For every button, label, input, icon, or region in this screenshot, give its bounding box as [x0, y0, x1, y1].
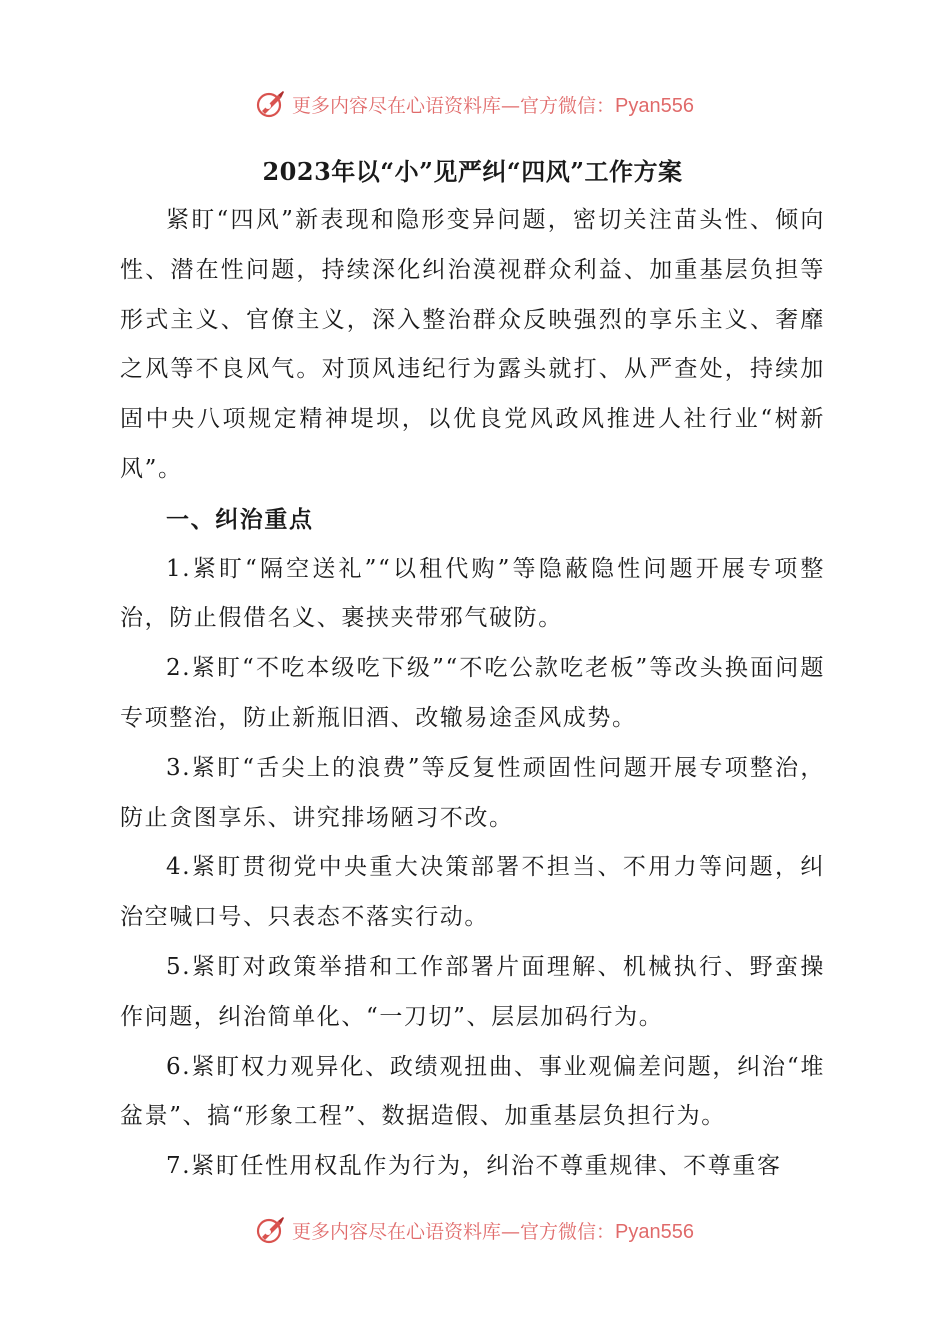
footer-watermark — [0, 1210, 950, 1250]
list-item: 7.紧盯任性用权乱作为行为，纠治不尊重规律、不尊重客 — [166, 1153, 782, 1180]
list-item: 6.紧盯权力观异化、政绩观扭曲、事业观偏差问题，纠治“堆盆景”、搞“形象工程”、数据造假、加重基层负担行为。 — [120, 1053, 825, 1130]
document-title: 2023年以“小”见严纠“四风”工作方案 — [262, 157, 683, 186]
list-item: 1.紧盯“隔空送礼”“以租代购”等隐蔽隐性问题开展专项整治，防止假借名义、裹挟夹带邪气破防。 — [120, 555, 825, 632]
list-item: 4.紧盯贯彻党中央重大决策部署不担当、不用力等问题，纠治空喊口号、只表态不落实行动。 — [120, 854, 825, 931]
pen-logo-icon — [256, 89, 286, 119]
list-item: 5.紧盯对政策举措和工作部署片面理解、机械执行、野蛮操作问题，纠治简单化、“一刀切”、层层加码行为。 — [120, 953, 825, 1030]
watermark-text: 更多内容尽在心语资料库—官方微信：Pyan556 — [292, 1220, 694, 1243]
watermark-text: 更多内容尽在心语资料库—官方微信：Pyan556 — [292, 94, 694, 117]
list-item: 3.紧盯“舌尖上的浪费”等反复性顽固性问题开展专项整治，防止贪图享乐、讲究排场陋习不改。 — [120, 754, 825, 831]
pen-logo-icon — [256, 1215, 286, 1245]
document-body — [120, 148, 825, 1192]
section-heading: 一、纠治重点 — [166, 505, 314, 533]
list-item: 2.紧盯“不吃本级吃下级”“不吃公款吃老板”等改头换面问题专项整治，防止新瓶旧酒、改辙易途歪风成势。 — [120, 655, 825, 731]
header-watermark — [0, 84, 950, 124]
intro-paragraph: 紧盯“四风”新表现和隐形变异问题，密切关注苗头性、倾向性、潜在性问题，持续深化纠治漠视群众利益、加重基层负担等形式主义、官僚主义，深入整治群众反映强烈的享乐主义、奢靡之风等不良风气。对顶风违纪行为露头就打、从严查处，持续加固中央八项规定精神堤坝，以优良党风政风推进人社行业“树新风”。 — [120, 207, 825, 482]
